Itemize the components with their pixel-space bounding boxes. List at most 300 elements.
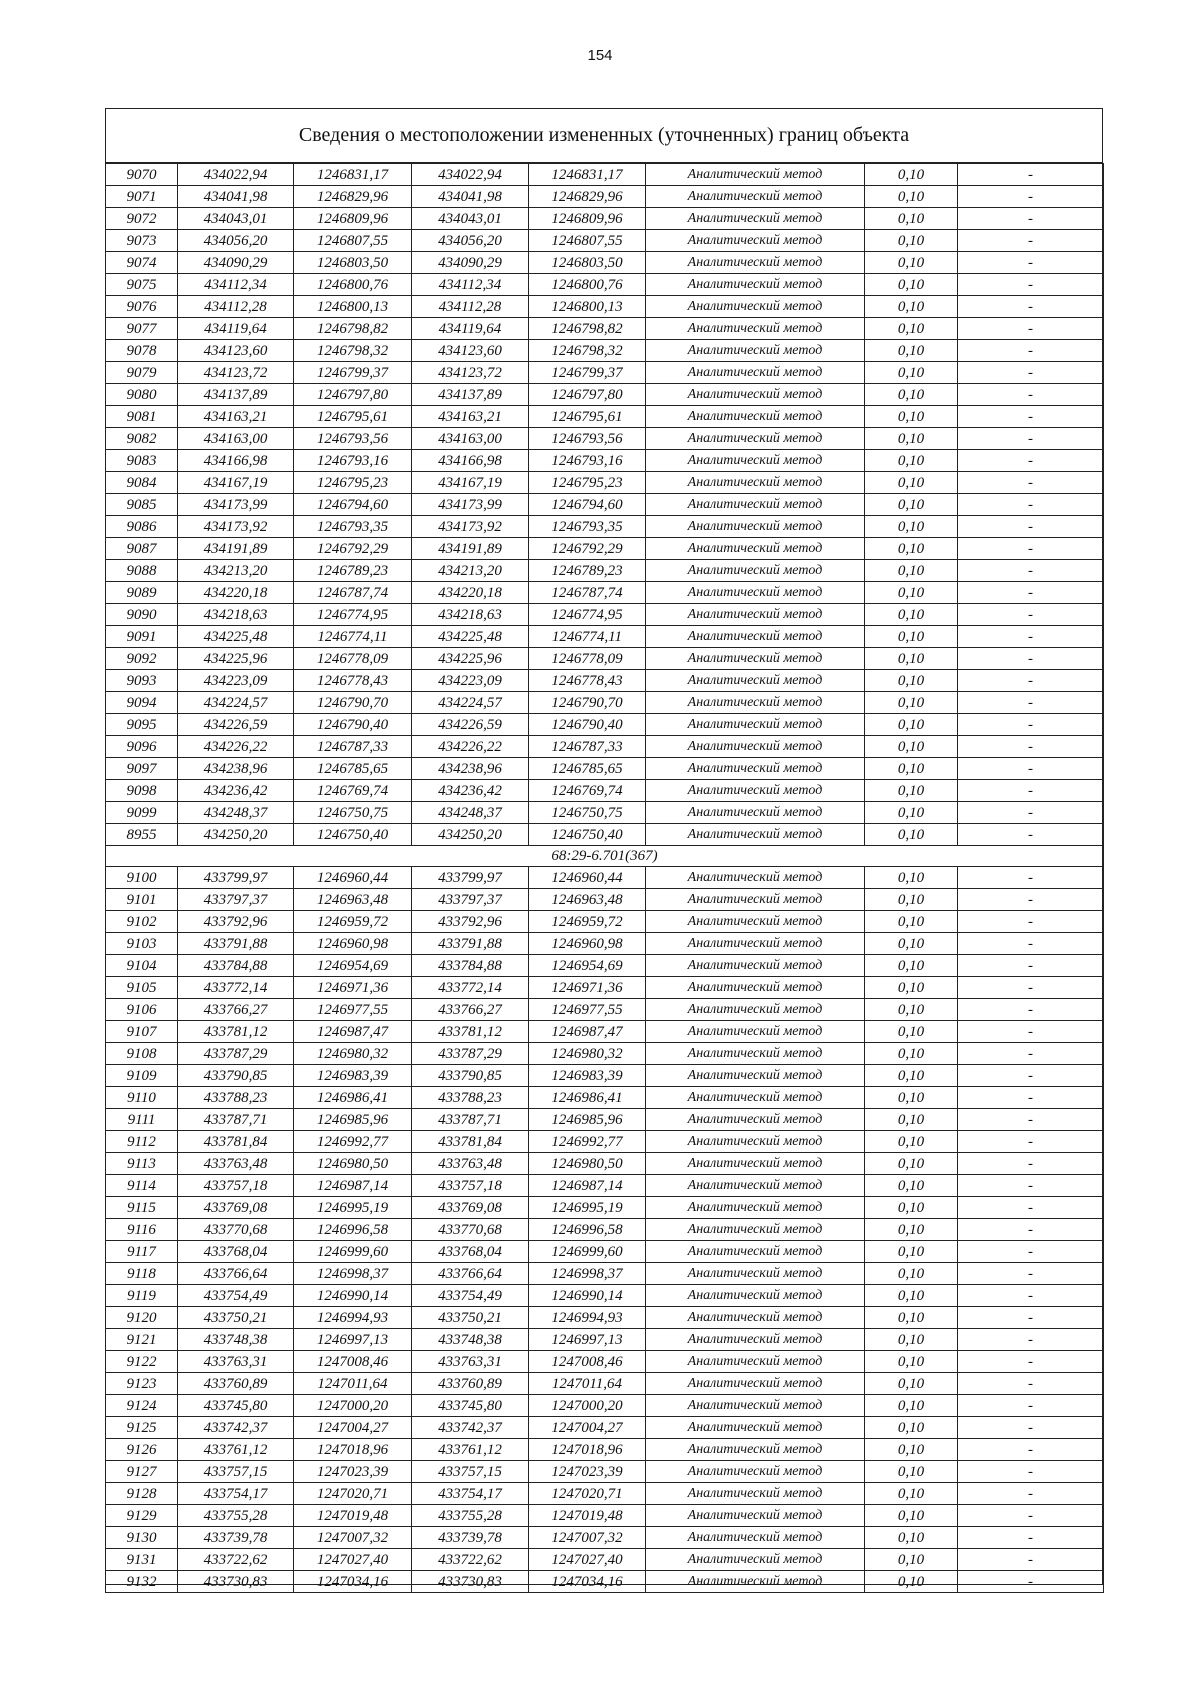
y-old-cell: 1246983,39 [294,1065,412,1087]
y-old-cell: 1247007,32 [294,1527,412,1549]
y-old-cell: 1246986,41 [294,1087,412,1109]
description-cell: - [958,340,1104,362]
point-number-cell: 9108 [106,1043,178,1065]
y-old-cell: 1246794,60 [294,494,412,516]
y-new-cell: 1246996,58 [529,1219,646,1241]
method-cell: Аналитический метод [646,230,865,252]
accuracy-cell: 0,10 [865,1131,958,1153]
accuracy-cell: 0,10 [865,999,958,1021]
x-new-cell: 433745,80 [412,1395,529,1417]
accuracy-cell: 0,10 [865,582,958,604]
accuracy-cell: 0,10 [865,1571,958,1593]
y-new-cell: 1246980,32 [529,1043,646,1065]
x-new-cell: 433742,37 [412,1417,529,1439]
x-old-cell: 434123,60 [178,340,294,362]
y-new-cell: 1246960,98 [529,933,646,955]
table-row [106,208,1104,230]
y-new-cell: 1247007,32 [529,1527,646,1549]
y-old-cell: 1247034,16 [294,1571,412,1593]
x-old-cell: 434220,18 [178,582,294,604]
x-new-cell: 434220,18 [412,582,529,604]
y-old-cell: 1247011,64 [294,1373,412,1395]
y-old-cell: 1246774,95 [294,604,412,626]
x-new-cell: 434225,96 [412,648,529,670]
method-cell: Аналитический метод [646,1549,865,1571]
x-new-cell: 433739,78 [412,1527,529,1549]
x-new-cell: 434163,21 [412,406,529,428]
accuracy-cell: 0,10 [865,362,958,384]
y-old-cell: 1246778,43 [294,670,412,692]
y-new-cell: 1247008,46 [529,1351,646,1373]
accuracy-cell: 0,10 [865,736,958,758]
description-cell: - [958,582,1104,604]
point-number-cell: 9090 [106,604,178,626]
method-cell: Аналитический метод [646,384,865,406]
x-new-cell: 434112,28 [412,296,529,318]
x-old-cell: 434173,99 [178,494,294,516]
method-cell: Аналитический метод [646,1241,865,1263]
x-old-cell: 434224,57 [178,692,294,714]
y-old-cell: 1246798,32 [294,340,412,362]
x-old-cell: 433763,48 [178,1153,294,1175]
table-row [106,1373,1104,1395]
y-new-cell: 1246787,74 [529,582,646,604]
x-old-cell: 434119,64 [178,318,294,340]
y-old-cell: 1246790,70 [294,692,412,714]
accuracy-cell: 0,10 [865,1065,958,1087]
x-old-cell: 433757,15 [178,1461,294,1483]
x-new-cell: 434236,42 [412,780,529,802]
description-cell: - [958,1197,1104,1219]
y-old-cell: 1246960,44 [294,867,412,889]
y-new-cell: 1246795,61 [529,406,646,428]
accuracy-cell: 0,10 [865,1021,958,1043]
x-new-cell: 433748,38 [412,1329,529,1351]
point-number-cell: 9092 [106,648,178,670]
x-old-cell: 433763,31 [178,1351,294,1373]
x-new-cell: 434224,57 [412,692,529,714]
x-new-cell: 434218,63 [412,604,529,626]
point-number-cell: 9094 [106,692,178,714]
y-new-cell: 1247034,16 [529,1571,646,1593]
description-cell: - [958,230,1104,252]
point-number-cell: 9122 [106,1351,178,1373]
method-cell: Аналитический метод [646,1131,865,1153]
table-row [106,1307,1104,1329]
method-cell: Аналитический метод [646,362,865,384]
y-new-cell: 1246954,69 [529,955,646,977]
table-row [106,296,1104,318]
accuracy-cell: 0,10 [865,1329,958,1351]
table-row [106,384,1104,406]
table-row [106,911,1104,933]
point-number-cell: 9097 [106,758,178,780]
method-cell: Аналитический метод [646,318,865,340]
method-cell: Аналитический метод [646,692,865,714]
y-old-cell: 1247020,71 [294,1483,412,1505]
accuracy-cell: 0,10 [865,1175,958,1197]
description-cell: - [958,626,1104,648]
table-row [106,1065,1104,1087]
x-old-cell: 434163,21 [178,406,294,428]
table-row [106,1043,1104,1065]
description-cell: - [958,1439,1104,1461]
accuracy-cell: 0,10 [865,1351,958,1373]
point-number-cell: 9130 [106,1527,178,1549]
x-old-cell: 433787,71 [178,1109,294,1131]
accuracy-cell: 0,10 [865,1285,958,1307]
y-new-cell: 1246960,44 [529,867,646,889]
table-row [106,867,1104,889]
method-cell: Аналитический метод [646,714,865,736]
accuracy-cell: 0,10 [865,164,958,186]
y-old-cell: 1246800,76 [294,274,412,296]
accuracy-cell: 0,10 [865,274,958,296]
x-old-cell: 433799,97 [178,867,294,889]
x-old-cell: 434226,59 [178,714,294,736]
x-old-cell: 433761,12 [178,1439,294,1461]
table-row [106,494,1104,516]
description-cell: - [958,1351,1104,1373]
table-row [106,802,1104,824]
table-row [106,230,1104,252]
x-new-cell: 434191,89 [412,538,529,560]
description-cell: - [958,1241,1104,1263]
y-old-cell: 1247023,39 [294,1461,412,1483]
accuracy-cell: 0,10 [865,1043,958,1065]
y-new-cell: 1246798,82 [529,318,646,340]
table-row [106,164,1104,186]
accuracy-cell: 0,10 [865,867,958,889]
point-number-cell: 9071 [106,186,178,208]
description-cell: - [958,1307,1104,1329]
x-new-cell: 433722,62 [412,1549,529,1571]
x-old-cell: 433730,83 [178,1571,294,1593]
y-new-cell: 1246769,74 [529,780,646,802]
point-number-cell: 9125 [106,1417,178,1439]
point-number-cell: 9096 [106,736,178,758]
table-row [106,758,1104,780]
method-cell: Аналитический метод [646,582,865,604]
y-old-cell: 1246778,09 [294,648,412,670]
accuracy-cell: 0,10 [865,186,958,208]
y-old-cell: 1246999,60 [294,1241,412,1263]
x-old-cell: 433766,64 [178,1263,294,1285]
y-old-cell: 1247018,96 [294,1439,412,1461]
y-new-cell: 1246997,13 [529,1329,646,1351]
y-new-cell: 1246987,14 [529,1175,646,1197]
description-cell: - [958,824,1104,846]
description-cell: - [958,252,1104,274]
y-old-cell: 1247008,46 [294,1351,412,1373]
accuracy-cell: 0,10 [865,340,958,362]
point-number-cell: 9104 [106,955,178,977]
y-new-cell: 1247011,64 [529,1373,646,1395]
y-new-cell: 1246793,16 [529,450,646,472]
y-old-cell: 1246790,40 [294,714,412,736]
x-new-cell: 434226,22 [412,736,529,758]
table-row [106,1571,1104,1593]
method-cell: Аналитический метод [646,626,865,648]
accuracy-cell: 0,10 [865,604,958,626]
table-row [106,186,1104,208]
point-number-cell: 9076 [106,296,178,318]
description-cell: - [958,889,1104,911]
point-number-cell: 9093 [106,670,178,692]
y-old-cell: 1246831,17 [294,164,412,186]
method-cell: Аналитический метод [646,670,865,692]
y-new-cell: 1246774,11 [529,626,646,648]
method-cell: Аналитический метод [646,296,865,318]
point-number-cell: 9129 [106,1505,178,1527]
accuracy-cell: 0,10 [865,911,958,933]
x-old-cell: 434213,20 [178,560,294,582]
accuracy-cell: 0,10 [865,450,958,472]
table-row [106,999,1104,1021]
y-old-cell: 1246798,82 [294,318,412,340]
x-old-cell: 434112,34 [178,274,294,296]
method-cell: Аналитический метод [646,1175,865,1197]
method-cell: Аналитический метод [646,1395,865,1417]
table-row [106,538,1104,560]
point-number-cell: 9088 [106,560,178,582]
x-new-cell: 434223,09 [412,670,529,692]
method-cell: Аналитический метод [646,494,865,516]
y-new-cell: 1247020,71 [529,1483,646,1505]
description-cell: - [958,867,1104,889]
description-cell: - [958,406,1104,428]
point-number-cell: 9075 [106,274,178,296]
method-cell: Аналитический метод [646,186,865,208]
y-new-cell: 1246994,93 [529,1307,646,1329]
point-number-cell: 9106 [106,999,178,1021]
table-row [106,736,1104,758]
y-old-cell: 1246829,96 [294,186,412,208]
method-cell: Аналитический метод [646,1571,865,1593]
y-old-cell: 1246990,14 [294,1285,412,1307]
point-number-cell: 9110 [106,1087,178,1109]
point-number-cell: 9114 [106,1175,178,1197]
x-new-cell: 434090,29 [412,252,529,274]
y-old-cell: 1246787,74 [294,582,412,604]
x-new-cell: 434112,34 [412,274,529,296]
description-cell: - [958,472,1104,494]
description-cell: - [958,362,1104,384]
method-cell: Аналитический метод [646,736,865,758]
x-old-cell: 433769,08 [178,1197,294,1219]
y-new-cell: 1246778,43 [529,670,646,692]
point-number-cell: 9128 [106,1483,178,1505]
table-row [106,252,1104,274]
x-old-cell: 434248,37 [178,802,294,824]
y-new-cell: 1246986,41 [529,1087,646,1109]
table-row [106,1109,1104,1131]
y-new-cell: 1246750,75 [529,802,646,824]
y-old-cell: 1246996,58 [294,1219,412,1241]
x-old-cell: 434223,09 [178,670,294,692]
y-old-cell: 1247019,48 [294,1505,412,1527]
table-row [106,1263,1104,1285]
y-new-cell: 1246998,37 [529,1263,646,1285]
method-cell: Аналитический метод [646,999,865,1021]
x-old-cell: 433739,78 [178,1527,294,1549]
description-cell: - [958,1109,1104,1131]
y-old-cell: 1246960,98 [294,933,412,955]
description-cell: - [958,1395,1104,1417]
method-cell: Аналитический метод [646,1043,865,1065]
method-cell: Аналитический метод [646,1197,865,1219]
x-new-cell: 433754,49 [412,1285,529,1307]
y-new-cell: 1246793,56 [529,428,646,450]
point-number-cell: 9070 [106,164,178,186]
x-old-cell: 433790,85 [178,1065,294,1087]
description-cell: - [958,670,1104,692]
y-new-cell: 1246795,23 [529,472,646,494]
x-old-cell: 433742,37 [178,1417,294,1439]
table-row [106,1417,1104,1439]
y-new-cell: 1246800,13 [529,296,646,318]
x-new-cell: 433760,89 [412,1373,529,1395]
y-old-cell: 1246793,56 [294,428,412,450]
x-new-cell: 433766,27 [412,999,529,1021]
method-cell: Аналитический метод [646,867,865,889]
description-cell: - [958,1131,1104,1153]
table-row [106,1439,1104,1461]
accuracy-cell: 0,10 [865,626,958,648]
x-new-cell: 433750,21 [412,1307,529,1329]
y-old-cell: 1246809,96 [294,208,412,230]
x-old-cell: 434238,96 [178,758,294,780]
point-number-cell: 9086 [106,516,178,538]
x-new-cell: 433799,97 [412,867,529,889]
x-new-cell: 433772,14 [412,977,529,999]
y-old-cell: 1246789,23 [294,560,412,582]
x-new-cell: 434041,98 [412,186,529,208]
accuracy-cell: 0,10 [865,1373,958,1395]
boundary-coordinates-table [105,163,1104,1593]
point-number-cell: 9100 [106,867,178,889]
x-new-cell: 433755,28 [412,1505,529,1527]
description-cell: - [958,1263,1104,1285]
x-old-cell: 434090,29 [178,252,294,274]
description-cell: - [958,318,1104,340]
x-new-cell: 433763,31 [412,1351,529,1373]
y-old-cell: 1246795,61 [294,406,412,428]
x-new-cell: 434167,19 [412,472,529,494]
table-row [106,955,1104,977]
accuracy-cell: 0,10 [865,428,958,450]
description-cell: - [958,933,1104,955]
point-number-cell: 9121 [106,1329,178,1351]
x-old-cell: 433781,84 [178,1131,294,1153]
description-cell: - [958,1219,1104,1241]
method-cell: Аналитический метод [646,1263,865,1285]
method-cell: Аналитический метод [646,252,865,274]
table-row [106,1021,1104,1043]
point-number-cell: 8955 [106,824,178,846]
x-new-cell: 434043,01 [412,208,529,230]
x-new-cell: 433730,83 [412,1571,529,1593]
description-cell: - [958,977,1104,999]
method-cell: Аналитический метод [646,516,865,538]
table-row [106,1351,1104,1373]
y-new-cell: 1246959,72 [529,911,646,933]
method-cell: Аналитический метод [646,1439,865,1461]
method-cell: Аналитический метод [646,1307,865,1329]
y-new-cell: 1246785,65 [529,758,646,780]
method-cell: Аналитический метод [646,977,865,999]
description-cell: - [958,428,1104,450]
x-old-cell: 434056,20 [178,230,294,252]
y-old-cell: 1246977,55 [294,999,412,1021]
description-cell: - [958,1021,1104,1043]
description-cell: - [958,1417,1104,1439]
point-number-cell: 9117 [106,1241,178,1263]
accuracy-cell: 0,10 [865,1087,958,1109]
description-cell: - [958,758,1104,780]
y-old-cell: 1246774,11 [294,626,412,648]
y-new-cell: 1246992,77 [529,1131,646,1153]
x-new-cell: 433761,12 [412,1439,529,1461]
table-row [106,780,1104,802]
point-number-cell: 9119 [106,1285,178,1307]
table-row [106,1197,1104,1219]
x-new-cell: 433768,04 [412,1241,529,1263]
accuracy-cell: 0,10 [865,889,958,911]
description-cell: - [958,1571,1104,1593]
y-new-cell: 1246983,39 [529,1065,646,1087]
accuracy-cell: 0,10 [865,824,958,846]
description-cell: - [958,692,1104,714]
table-row [106,1527,1104,1549]
y-old-cell: 1246963,48 [294,889,412,911]
description-cell: - [958,604,1104,626]
x-new-cell: 433790,85 [412,1065,529,1087]
accuracy-cell: 0,10 [865,933,958,955]
x-old-cell: 433722,62 [178,1549,294,1571]
table-row [106,428,1104,450]
x-new-cell: 434056,20 [412,230,529,252]
description-cell: - [958,1065,1104,1087]
description-cell: - [958,999,1104,1021]
description-cell: - [958,736,1104,758]
x-old-cell: 433750,21 [178,1307,294,1329]
description-cell: - [958,1175,1104,1197]
y-new-cell: 1246831,17 [529,164,646,186]
x-new-cell: 433792,96 [412,911,529,933]
x-old-cell: 434167,19 [178,472,294,494]
section-row [106,846,1104,867]
point-number-cell: 9087 [106,538,178,560]
point-number-cell: 9103 [106,933,178,955]
point-number-cell: 9073 [106,230,178,252]
description-cell: - [958,516,1104,538]
x-new-cell: 433791,88 [412,933,529,955]
description-cell: - [958,1087,1104,1109]
x-old-cell: 434226,22 [178,736,294,758]
x-old-cell: 433745,80 [178,1395,294,1417]
point-number-cell: 9083 [106,450,178,472]
point-number-cell: 9120 [106,1307,178,1329]
method-cell: Аналитический метод [646,428,865,450]
x-new-cell: 434226,59 [412,714,529,736]
y-old-cell: 1246807,55 [294,230,412,252]
method-cell: Аналитический метод [646,560,865,582]
accuracy-cell: 0,10 [865,1483,958,1505]
x-new-cell: 433770,68 [412,1219,529,1241]
accuracy-cell: 0,10 [865,692,958,714]
method-cell: Аналитический метод [646,1483,865,1505]
